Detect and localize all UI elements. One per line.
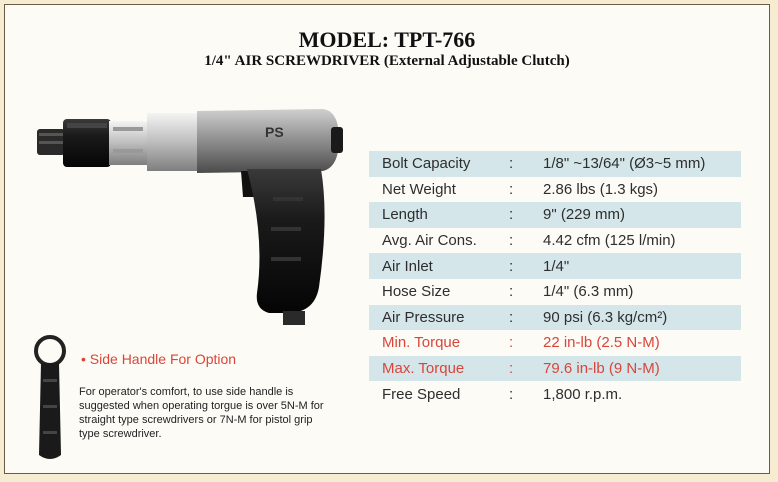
spec-colon: : [509, 155, 514, 173]
spec-value: 22 in-lb (2.5 N-M) [543, 334, 660, 352]
spec-label: Hose Size [382, 283, 451, 301]
spec-value: 1/4" [543, 257, 570, 275]
spec-value: 1/4" (6.3 mm) [543, 283, 634, 301]
spec-colon: : [509, 180, 514, 198]
spec-colon: : [509, 360, 514, 378]
spec-table [369, 151, 741, 407]
spec-label: Free Speed [382, 385, 461, 403]
spec-colon: : [509, 334, 514, 352]
air-screwdriver-icon [33, 97, 353, 337]
catalog-frame [4, 4, 770, 474]
spec-value: 2.86 lbs (1.3 kgs) [543, 180, 659, 198]
spec-row [369, 253, 741, 279]
spec-value: 4.42 cfm (125 l/min) [543, 232, 676, 250]
model-subtitle: 1/4" AIR SCREWDRIVER (External Adjustable Clutch) [204, 53, 570, 69]
spec-label: Avg. Air Cons. [382, 232, 477, 250]
spec-label: Net Weight [382, 180, 456, 198]
spec-row [369, 356, 741, 382]
spec-label: Air Inlet [382, 257, 433, 275]
model-title: MODEL: TPT-766 [298, 27, 476, 52]
spec-label: Length [382, 206, 428, 224]
side-handle-description: For operator's comfort, to use side handle is suggested when operating torgue is over 5N-M for straight type screwdrivers or 7N-M for pistol grip type screwdriver. [79, 386, 324, 440]
spec-value: 9" (229 mm) [543, 206, 626, 224]
spec-label: Max. Torque [382, 360, 465, 378]
side-handle-icon [29, 335, 71, 465]
spec-row [369, 151, 741, 177]
spec-value: 90 psi (6.3 kg/cm²) [543, 308, 668, 326]
spec-colon: : [509, 308, 514, 326]
spec-label: Bolt Capacity [382, 155, 471, 173]
spec-row [369, 330, 741, 356]
brand-mark: PS [265, 124, 284, 140]
spec-row [369, 202, 741, 228]
side-handle-heading: • Side Handle For Option [81, 351, 237, 367]
spec-row [369, 177, 741, 203]
spec-colon: : [509, 283, 514, 301]
spec-label: Air Pressure [382, 308, 465, 326]
spec-colon: : [509, 206, 514, 224]
spec-value: 1,800 r.p.m. [543, 385, 623, 403]
spec-value: 79.6 in-lb (9 N-M) [543, 360, 660, 378]
spec-row [369, 305, 741, 331]
spec-colon: : [509, 257, 514, 275]
spec-value: 1/8" ~13/64" (Ø3~5 mm) [543, 155, 706, 173]
spec-label: Min. Torque [382, 334, 461, 352]
spec-row [369, 228, 741, 254]
spec-row [369, 381, 741, 407]
spec-colon: : [509, 385, 514, 403]
spec-row [369, 279, 741, 305]
spec-colon: : [509, 232, 514, 250]
